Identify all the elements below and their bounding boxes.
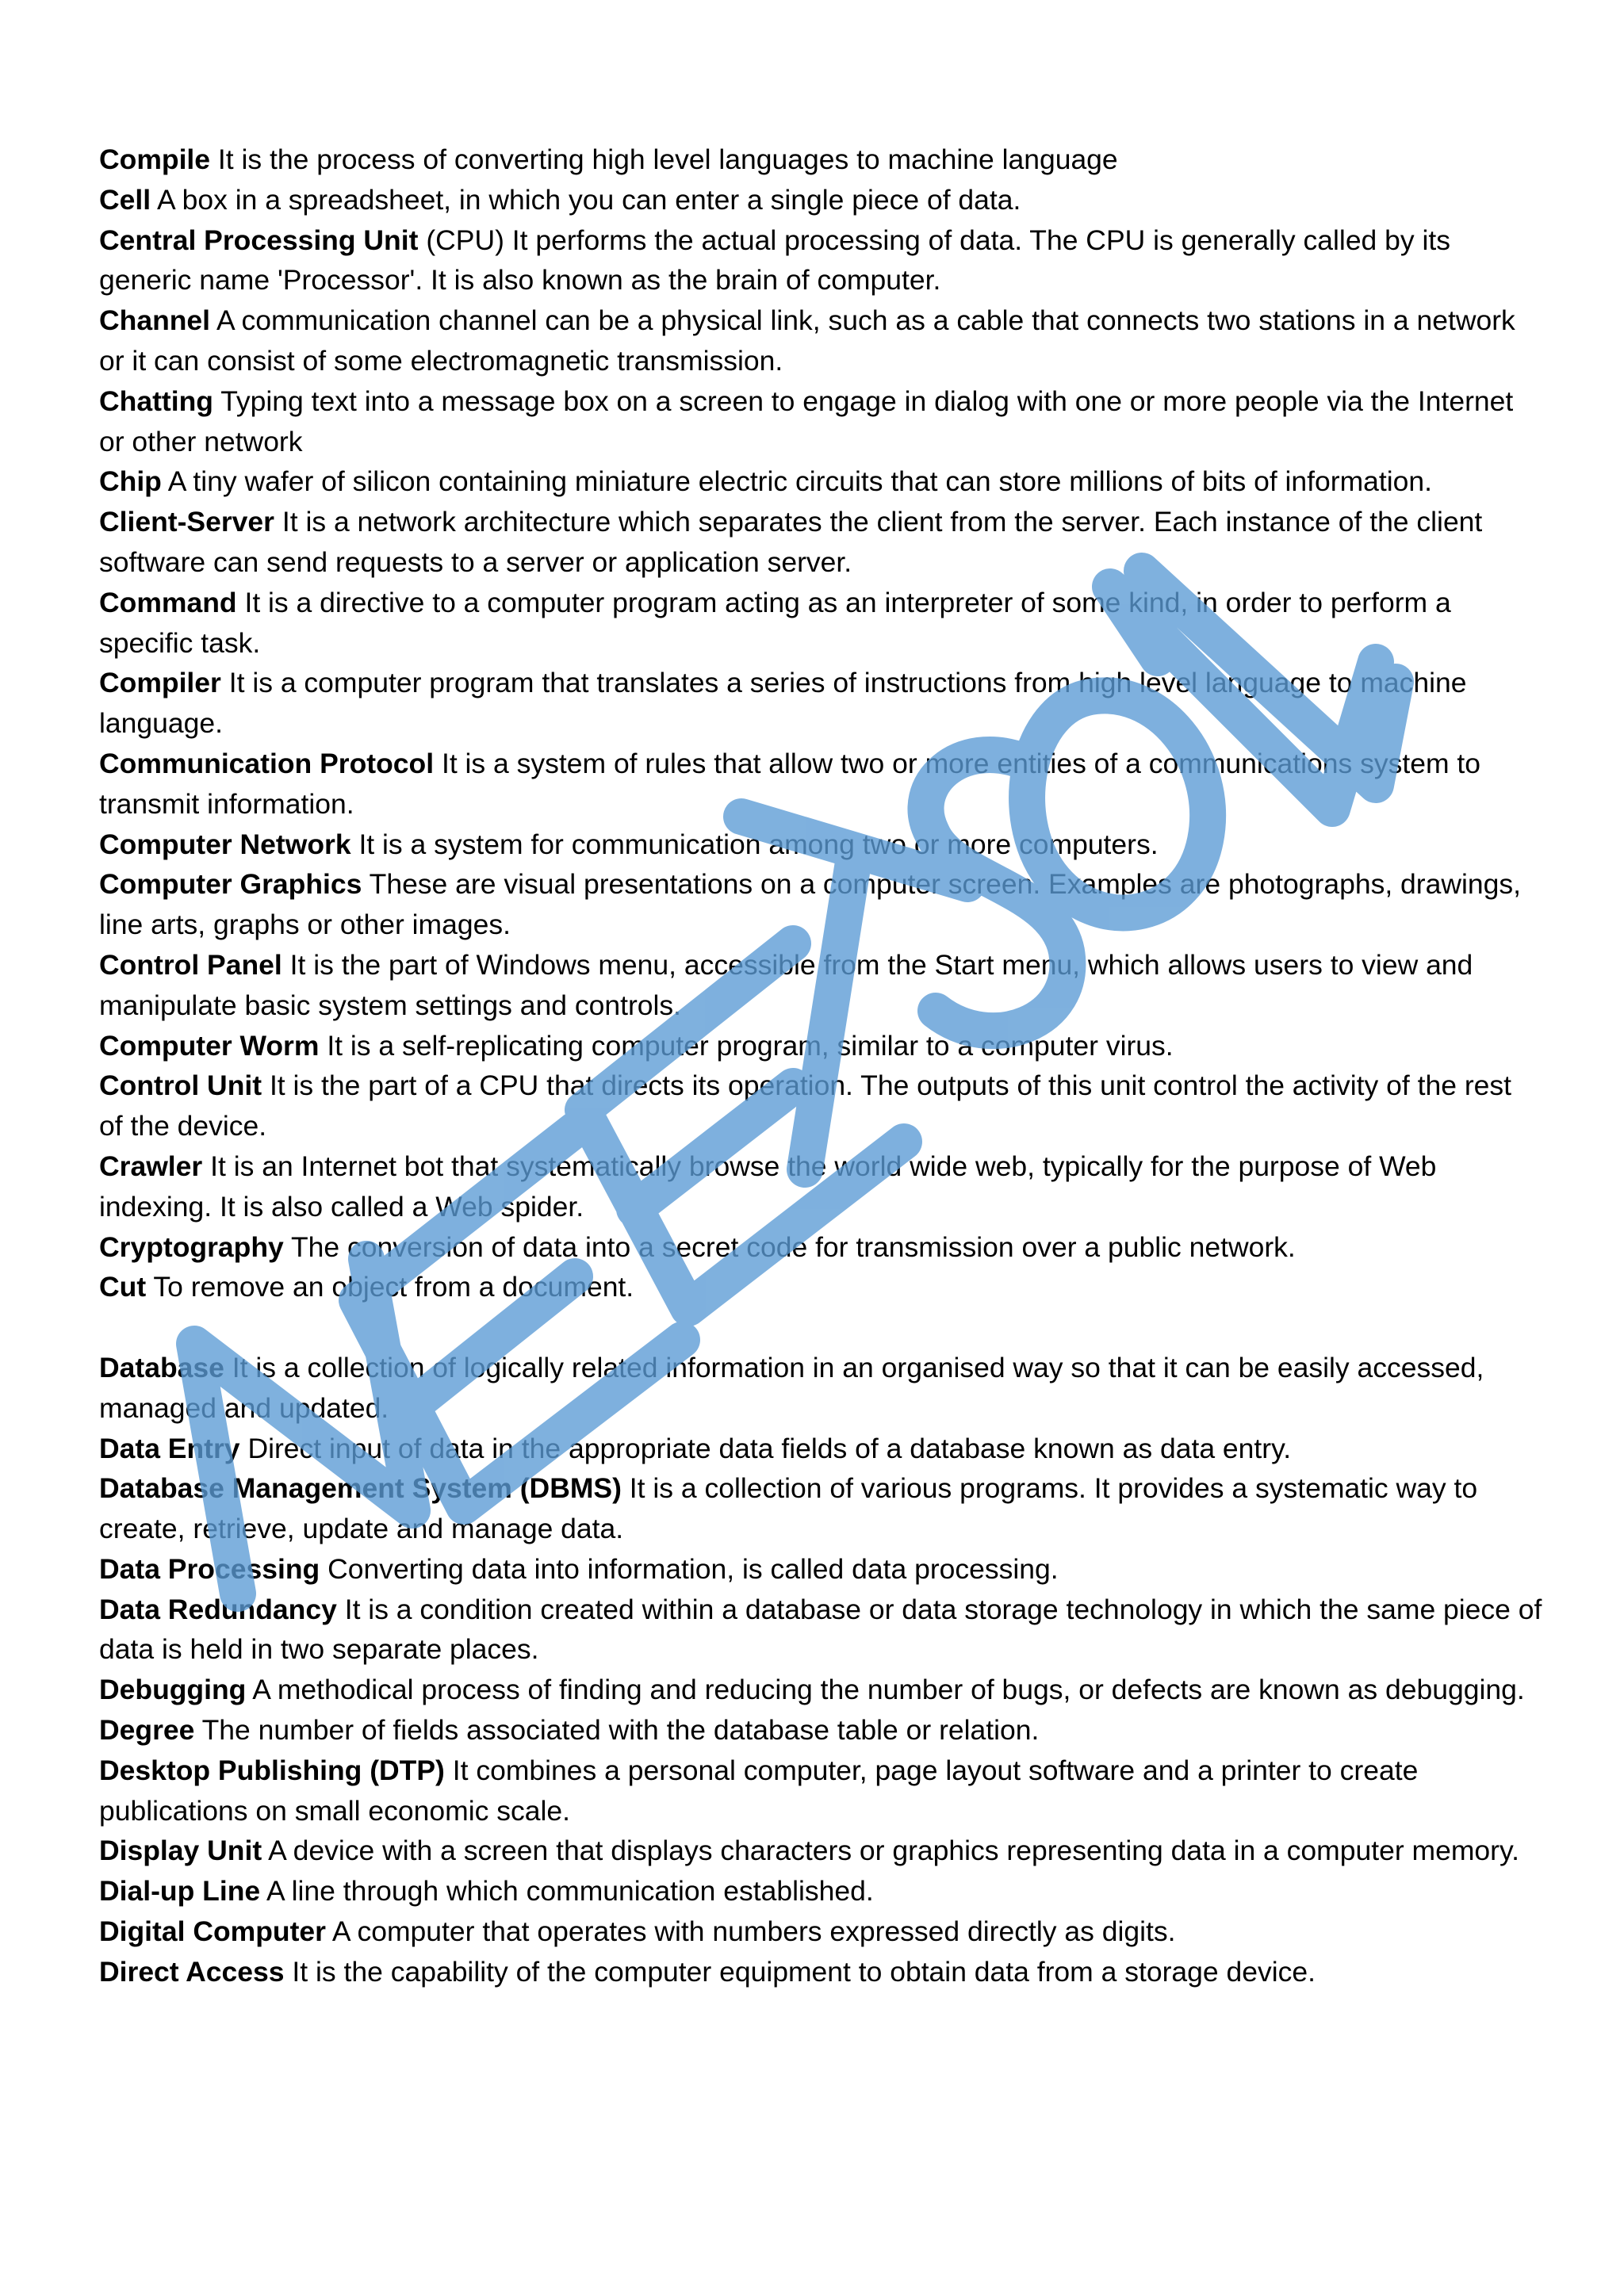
glossary-body xyxy=(99,140,1542,1992)
glossary-term: Dial-up Line xyxy=(99,1875,261,1908)
glossary-term: Computer Graphics xyxy=(99,868,362,901)
glossary-entry xyxy=(99,1468,1542,1549)
glossary-definition: It is a directive to a computer program acting as an interpreter of some kind, in order to perform a specific task. xyxy=(99,586,1451,659)
glossary-definition: (CPU) It performs the actual processing of data. The CPU is generally called by its generic name 'Processor'. It is also known as the brain of computer. xyxy=(99,224,1451,297)
glossary-definition: A device with a screen that displays characters or graphics representing data in a computer memory. xyxy=(268,1835,1519,1867)
glossary-term: Compiler xyxy=(99,667,221,699)
glossary-term: Direct Access xyxy=(99,1955,285,1988)
glossary-entry xyxy=(99,1911,1542,1952)
glossary-term: Database xyxy=(99,1351,224,1383)
glossary-term: Display Unit xyxy=(99,1835,262,1867)
glossary-entry xyxy=(99,1670,1542,1710)
glossary-term: Digital Computer xyxy=(99,1915,326,1948)
glossary-entry xyxy=(99,1549,1542,1590)
glossary-definition: It is a condition created within a database or data storage technology in which the same piece of data is held in two separate places. xyxy=(99,1593,1542,1666)
glossary-definition: Typing text into a message box on a screen to engage in dialog with one or more people via the Internet or other network xyxy=(99,385,1514,457)
glossary-definition: It is a system for communication among two or more computers. xyxy=(358,828,1159,860)
glossary-term: Command xyxy=(99,586,237,618)
glossary-term: Chip xyxy=(99,465,162,498)
glossary-term: Chatting xyxy=(99,385,213,417)
glossary-term: Compile xyxy=(99,144,211,175)
glossary-definition: It is the process of converting high level languages to machine language xyxy=(217,144,1118,175)
glossary-entry xyxy=(99,502,1542,583)
glossary-term: Computer Network xyxy=(99,828,351,860)
glossary-section-d xyxy=(99,1348,1542,1992)
glossary-entry xyxy=(99,1348,1542,1429)
glossary-definition: It is a network architecture which separates the client from the server. Each instance of the client software can send requests to a server or application server. xyxy=(99,506,1483,578)
glossary-entry xyxy=(99,1429,1542,1469)
glossary-definition: It is an Internet bot that systematically browse the world wide web, typically for the purpose of Web indexing. It is also called a Web spider. xyxy=(99,1150,1437,1223)
glossary-definition: It is the capability of the computer equipment to obtain data from a storage device. xyxy=(292,1955,1316,1988)
glossary-definition: It is a self-replicating computer program, similar to a computer virus. xyxy=(327,1029,1174,1062)
glossary-definition: It combines a personal computer, page layout software and a printer to create publications on small economic scale. xyxy=(99,1754,1419,1827)
glossary-definition: Direct input of data in the appropriate data fields of a database known as data entry. xyxy=(247,1432,1292,1464)
glossary-entry xyxy=(99,1026,1542,1066)
glossary-term: Central Processing Unit xyxy=(99,224,419,256)
glossary-entry xyxy=(99,825,1542,865)
glossary-entry xyxy=(99,300,1542,381)
glossary-term: Data Entry xyxy=(99,1432,240,1464)
glossary-term: Cryptography xyxy=(99,1230,284,1263)
glossary-entry xyxy=(99,744,1542,825)
glossary-definition: To remove an object from a document. xyxy=(153,1271,634,1303)
glossary-term: Control Unit xyxy=(99,1070,262,1102)
glossary-entry xyxy=(99,663,1542,744)
glossary-definition: It is a collection of logically related information in an organised way so that it can be easily accessed, managed and updated. xyxy=(99,1351,1484,1424)
glossary-definition: Converting data into information, is called data processing. xyxy=(327,1552,1059,1585)
glossary-term: Degree xyxy=(99,1714,195,1747)
glossary-definition: It is a computer program that translates a series of instructions from high level language to machine language. xyxy=(99,667,1467,740)
glossary-term: Data Processing xyxy=(99,1552,320,1585)
glossary-definition: A communication channel can be a physical link, such as a cable that connects two stations in a network or it can consist of some electromagnetic transmission. xyxy=(99,304,1515,377)
glossary-definition: A tiny wafer of silicon containing miniature electric circuits that can store millions of bits of information. xyxy=(167,465,1433,498)
glossary-entry xyxy=(99,1590,1542,1670)
glossary-definition: A methodical process of finding and reducing the number of bugs, or defects are known as debugging. xyxy=(252,1674,1525,1706)
glossary-term: Database Management System (DBMS) xyxy=(99,1472,622,1505)
glossary-term: Communication Protocol xyxy=(99,747,435,779)
glossary-term: Crawler xyxy=(99,1150,203,1182)
glossary-term: Cell xyxy=(99,183,151,216)
glossary-entry xyxy=(99,461,1542,502)
glossary-definition: The conversion of data into a secret code for transmission over a public network. xyxy=(290,1230,1296,1263)
glossary-entry xyxy=(99,381,1542,462)
glossary-term: Control Panel xyxy=(99,948,282,981)
glossary-definition: A box in a spreadsheet, in which you can enter a single piece of data. xyxy=(157,183,1021,216)
glossary-term: Channel xyxy=(99,304,211,337)
glossary-definition: It is the part of a CPU that directs its operation. The outputs of this unit control the activity of the rest of the device. xyxy=(99,1070,1512,1142)
glossary-entry xyxy=(99,583,1542,664)
glossary-entry xyxy=(99,1710,1542,1751)
glossary-term: Debugging xyxy=(99,1674,247,1706)
glossary-entry xyxy=(99,945,1542,1026)
glossary-entry xyxy=(99,1146,1542,1227)
glossary-term: Desktop Publishing (DTP) xyxy=(99,1754,445,1786)
glossary-entry xyxy=(99,864,1542,945)
glossary-entry xyxy=(99,1227,1542,1268)
glossary-entry xyxy=(99,180,1542,220)
glossary-entry xyxy=(99,140,1542,180)
glossary-term: Cut xyxy=(99,1271,147,1303)
glossary-term: Data Redundancy xyxy=(99,1593,337,1625)
glossary-entry xyxy=(99,1751,1542,1831)
glossary-definition: It is a collection of various programs. It provides a systematic way to create, retrieve, update and manage data. xyxy=(99,1472,1478,1545)
glossary-entry xyxy=(99,1066,1542,1146)
section-spacer xyxy=(99,1307,1542,1348)
glossary-definition: A line through which communication established. xyxy=(266,1875,874,1908)
glossary-entry xyxy=(99,1871,1542,1911)
glossary-definition: These are visual presentations on a computer screen. Examples are photographs, drawings, line arts, graphs or other images. xyxy=(99,868,1521,941)
glossary-definition: A computer that operates with numbers expressed directly as digits. xyxy=(331,1915,1176,1948)
glossary-section-c xyxy=(99,140,1542,1307)
glossary-definition: It is the part of Windows menu, accessible from the Start menu, which allows users to view and manipulate basic system settings and controls. xyxy=(99,948,1473,1021)
glossary-entry xyxy=(99,220,1542,301)
glossary-definition: It is a system of rules that allow two or more entities of a communications system to transmit information. xyxy=(99,747,1481,820)
glossary-entry xyxy=(99,1831,1542,1871)
glossary-term: Computer Worm xyxy=(99,1029,320,1062)
glossary-definition: The number of fields associated with the database table or relation. xyxy=(201,1714,1040,1747)
glossary-term: Client-Server xyxy=(99,506,274,538)
glossary-entry xyxy=(99,1952,1542,1992)
glossary-entry xyxy=(99,1267,1542,1307)
